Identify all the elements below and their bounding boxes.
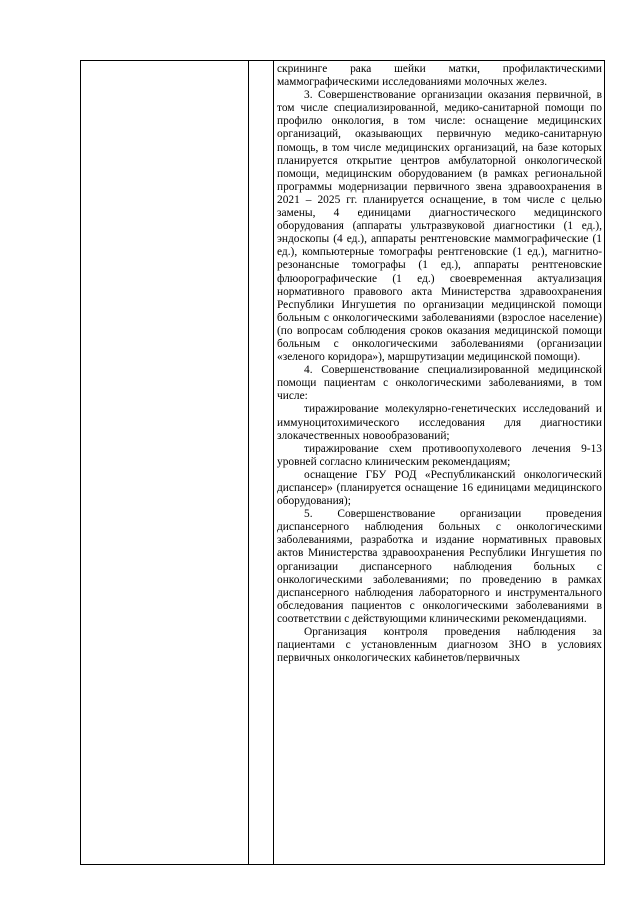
cell-text-block xyxy=(274,61,604,665)
content-table xyxy=(80,60,605,865)
table-cell-empty-left xyxy=(81,61,249,865)
paragraph: 3. Совершенствование организации оказания первичной, в том числе специализированной, медико-санитарной помощи по профилю онкология, в том числе: оснащение медицинских организаций, оказывающих первичную медико-санитарную помощь, в том числе медицинских организаций, на базе которых планируется открытие центров амбулаторной онкологической помощи, медицинским оборудованием (в рамках региональной программы модернизации первичного звена здравоохранения в 2021 – 2025 гг. планируется оснащение, в том числе с целью замены, 4 единицами диагностического медицинского оборудования (аппараты ультразвуковой диагностики (1 ед.), эндоскопы (4 ед.), аппараты рентгеновские маммографические (1 ед.), компьютерные томографы рентгеновские (1 ед.), магнитно-резонансные томографы (1 ед.), аппараты рентгеновские флюорографические (1 ед.) своевременная актуализация нормативного правового акта Министерства здравоохранения Республики Ингушетия по организации медицинской помощи больным с онкологическими заболеваниями (взрослое население) (по вопросам соблюдения сроков оказания медицинской помощи больным с онкологическими заболеваниями (организации «зеленого коридора»), маршрутизации медицинской помощи). xyxy=(277,89,602,364)
table-row xyxy=(81,61,605,865)
table-cell-empty-middle xyxy=(249,61,274,865)
paragraph: Организация контроля проведения наблюдения за пациентами с установленным диагнозом ЗНО в условиях первичных онкологических кабинетов/первичных xyxy=(277,626,602,665)
paragraph: тиражирование схем противоопухолевого лечения 9-13 уровней согласно клиническим рекомендациям; xyxy=(277,442,602,468)
table-cell-text xyxy=(274,61,605,865)
paragraph: 5. Совершенствование организации проведения диспансерного наблюдения больных с онкологическими заболеваниями, разработка и издание нормативных правовых актов Министерства здравоохранения Республики Ингушетия по организации диспансерного наблюдения больных с онкологическими заболеваниями; по проведению в рамках диспансерного наблюдения лабораторного и инструментального обследования пациентов с онкологическими заболеваниями в соответствии с действующими клиническими рекомендациями. xyxy=(277,508,602,625)
paragraph: тиражирование молекулярно-генетических исследований и иммуноцитохимического исследования для диагностики злокачественных новообразований; xyxy=(277,403,602,442)
paragraph: 4. Совершенствование специализированной медицинской помощи пациентам с онкологическими заболеваниями, в том числе: xyxy=(277,364,602,403)
paragraph: скрининге рака шейки матки, профилактическими маммографическими исследованиями молочных желез. xyxy=(277,63,602,89)
paragraph: оснащение ГБУ РОД «Республиканский онкологический диспансер» (планируется оснащение 16 единицами медицинского оборудования); xyxy=(277,468,602,508)
